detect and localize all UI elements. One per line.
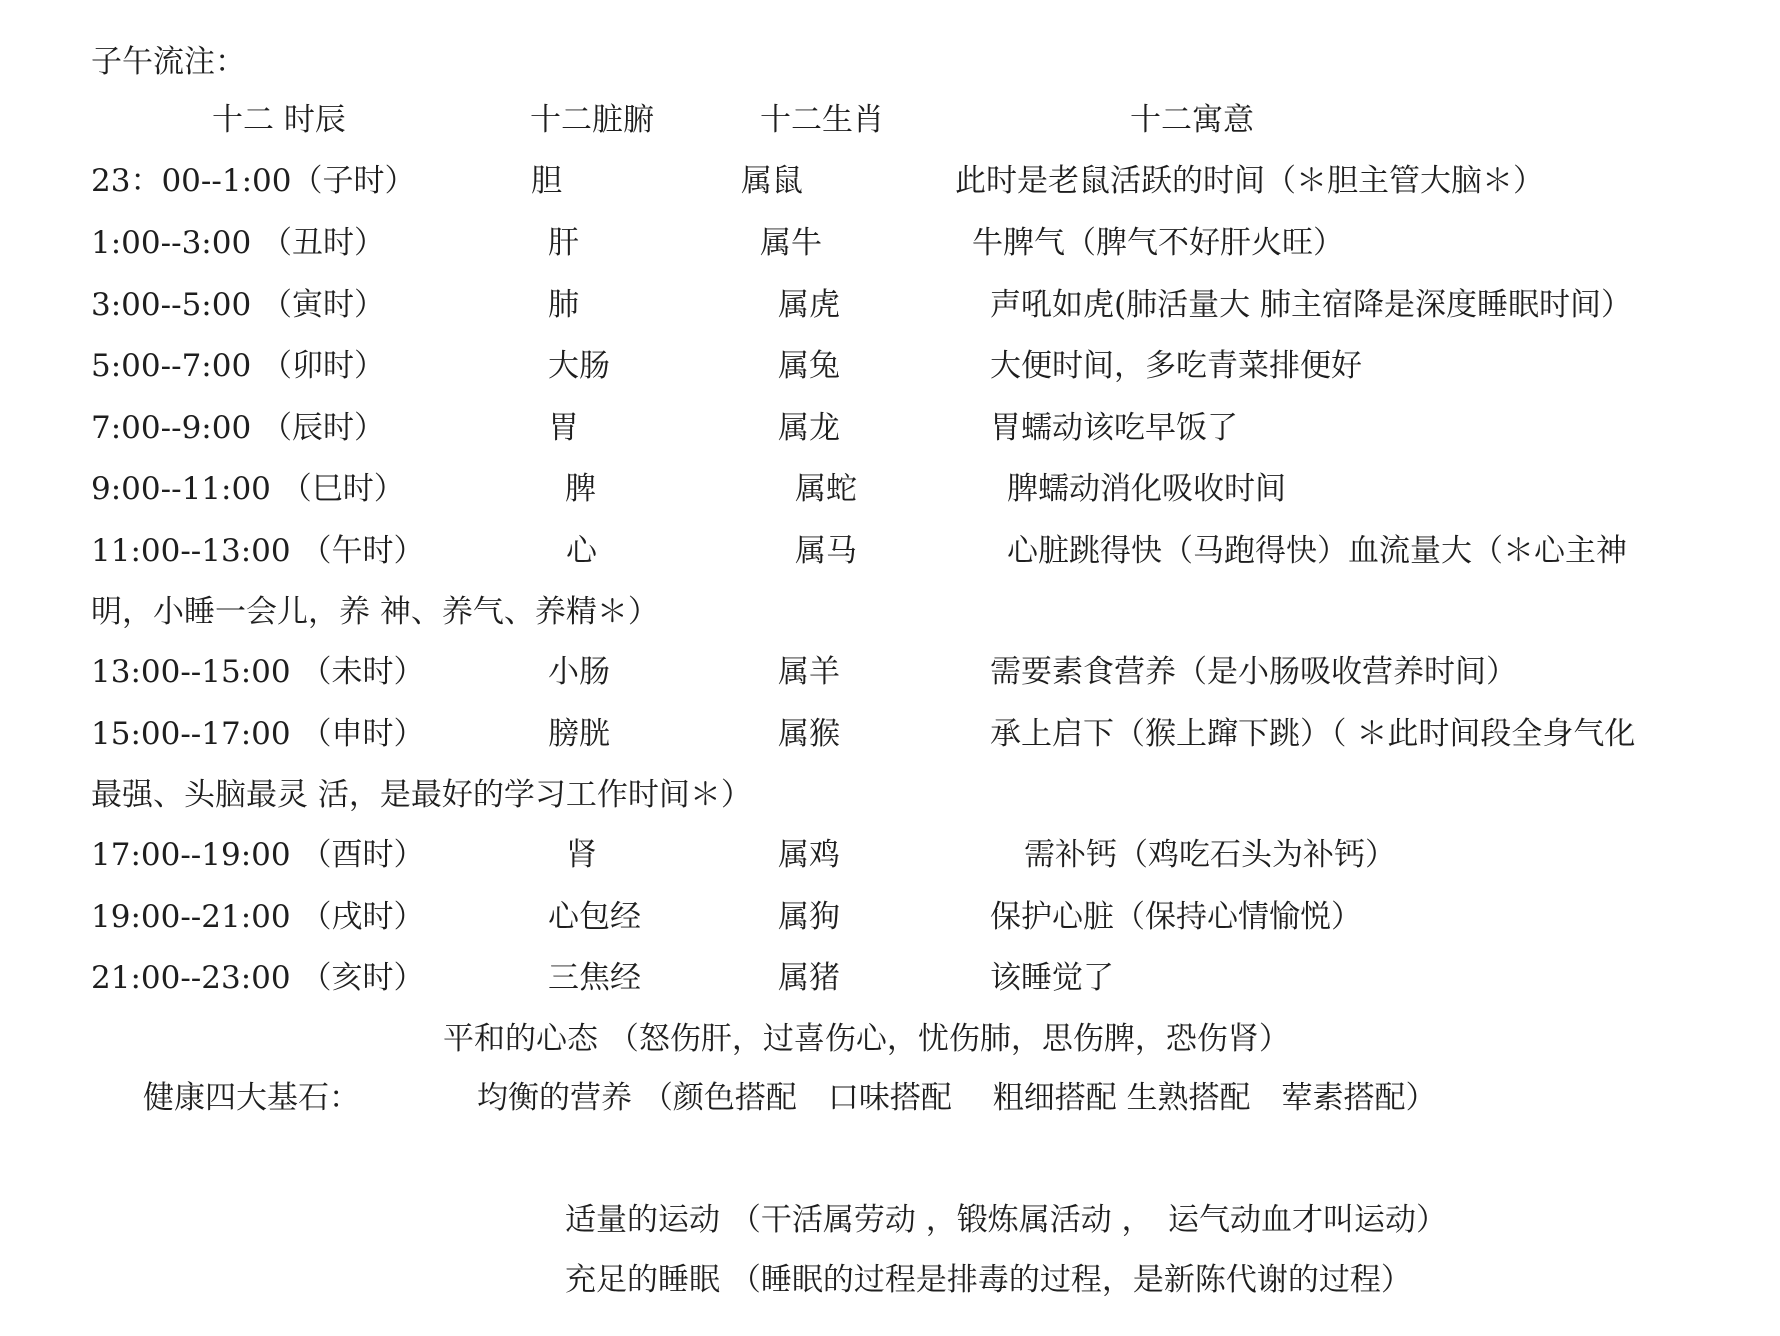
row-time: 3:00--5:00 （寅时） — [91, 287, 386, 323]
row-organ: 肝 — [548, 225, 579, 261]
header-organ: 十二脏腑 — [530, 102, 654, 138]
row-zodiac: 属猪 — [778, 960, 840, 996]
row-meaning-continued: 最强、头脑最灵 活，是最好的学习工作时间＊） — [91, 777, 752, 813]
row-organ: 心 — [566, 533, 597, 569]
row-organ: 肺 — [548, 287, 579, 323]
document-title: 子午流注： — [91, 44, 246, 80]
health-label: 健康四大基石： — [143, 1080, 360, 1116]
header-meaning: 十二寓意 — [1130, 102, 1254, 138]
row-zodiac: 属虎 — [778, 287, 840, 323]
row-meaning: 心脏跳得快（马跑得快）血流量大（＊心主神 — [1007, 533, 1627, 569]
health-item-sleep: 充足的睡眠 （睡眠的过程是排毒的过程，是新陈代谢的过程） — [565, 1262, 1412, 1298]
row-organ: 胃 — [548, 410, 579, 446]
row-meaning: 该睡觉了 — [990, 960, 1114, 996]
row-meaning-continued: 明，小睡一会儿，养 神、养气、养精＊） — [91, 594, 659, 630]
row-meaning: 胃蠕动该吃早饭了 — [990, 410, 1238, 446]
row-time: 13:00--15:00 （未时） — [91, 654, 425, 690]
health-item-exercise: 适量的运动 （干活属劳动 ，锻炼属活动 ， 运气动血才叫运动） — [565, 1202, 1448, 1238]
row-zodiac: 属鼠 — [741, 163, 803, 199]
row-time: 7:00--9:00 （辰时） — [91, 410, 386, 446]
row-zodiac: 属牛 — [760, 225, 822, 261]
row-meaning: 声吼如虎(肺活量大 肺主宿降是深度睡眠时间） — [990, 287, 1632, 323]
row-zodiac: 属鸡 — [778, 837, 840, 873]
row-organ: 小肠 — [548, 654, 610, 690]
row-organ: 三焦经 — [548, 960, 641, 996]
row-time: 17:00--19:00 （酉时） — [91, 837, 425, 873]
row-time: 23：00--1:00（子时） — [91, 163, 416, 199]
row-zodiac: 属马 — [795, 533, 857, 569]
header-zodiac: 十二生肖 — [760, 102, 884, 138]
row-time: 9:00--11:00 （巳时） — [91, 471, 405, 507]
row-organ: 脾 — [565, 471, 596, 507]
row-time: 21:00--23:00 （亥时） — [91, 960, 425, 996]
row-meaning: 牛脾气（脾气不好肝火旺） — [972, 225, 1344, 261]
health-item-mindset: 平和的心态 （怒伤肝，过喜伤心，忧伤肺，思伤脾，恐伤肾） — [443, 1021, 1290, 1057]
row-organ: 膀胱 — [548, 716, 610, 752]
header-shichen: 十二 时辰 — [212, 102, 346, 138]
row-meaning: 需要素食营养（是小肠吸收营养时间） — [990, 654, 1517, 690]
row-meaning: 需补钙（鸡吃石头为补钙） — [1024, 837, 1396, 873]
row-meaning: 保护心脏（保持心情愉悦） — [990, 899, 1362, 935]
row-organ: 大肠 — [548, 348, 610, 384]
row-zodiac: 属蛇 — [795, 471, 857, 507]
row-organ: 心包经 — [548, 899, 641, 935]
health-item-nutrition: 均衡的营养 （颜色搭配 口味搭配 粗细搭配 生熟搭配 荤素搭配） — [477, 1080, 1437, 1116]
row-zodiac: 属兔 — [778, 348, 840, 384]
row-organ: 肾 — [566, 837, 597, 873]
row-zodiac: 属狗 — [778, 899, 840, 935]
row-zodiac: 属猴 — [778, 716, 840, 752]
row-zodiac: 属羊 — [778, 654, 840, 690]
row-organ: 胆 — [531, 163, 562, 199]
row-time: 1:00--3:00 （丑时） — [91, 225, 386, 261]
row-time: 5:00--7:00 （卯时） — [91, 348, 386, 384]
row-meaning: 此时是老鼠活跃的时间（＊胆主管大脑＊） — [955, 163, 1544, 199]
row-time: 15:00--17:00 （申时） — [91, 716, 425, 752]
row-meaning: 承上启下（猴上蹿下跳）（ ＊此时间段全身气化 — [990, 716, 1636, 752]
row-zodiac: 属龙 — [778, 410, 840, 446]
row-meaning: 脾蠕动消化吸收时间 — [1007, 471, 1286, 507]
row-time: 19:00--21:00 （戌时） — [91, 899, 425, 935]
row-time: 11:00--13:00 （午时） — [91, 533, 425, 569]
row-meaning: 大便时间，多吃青菜排便好 — [990, 348, 1362, 384]
